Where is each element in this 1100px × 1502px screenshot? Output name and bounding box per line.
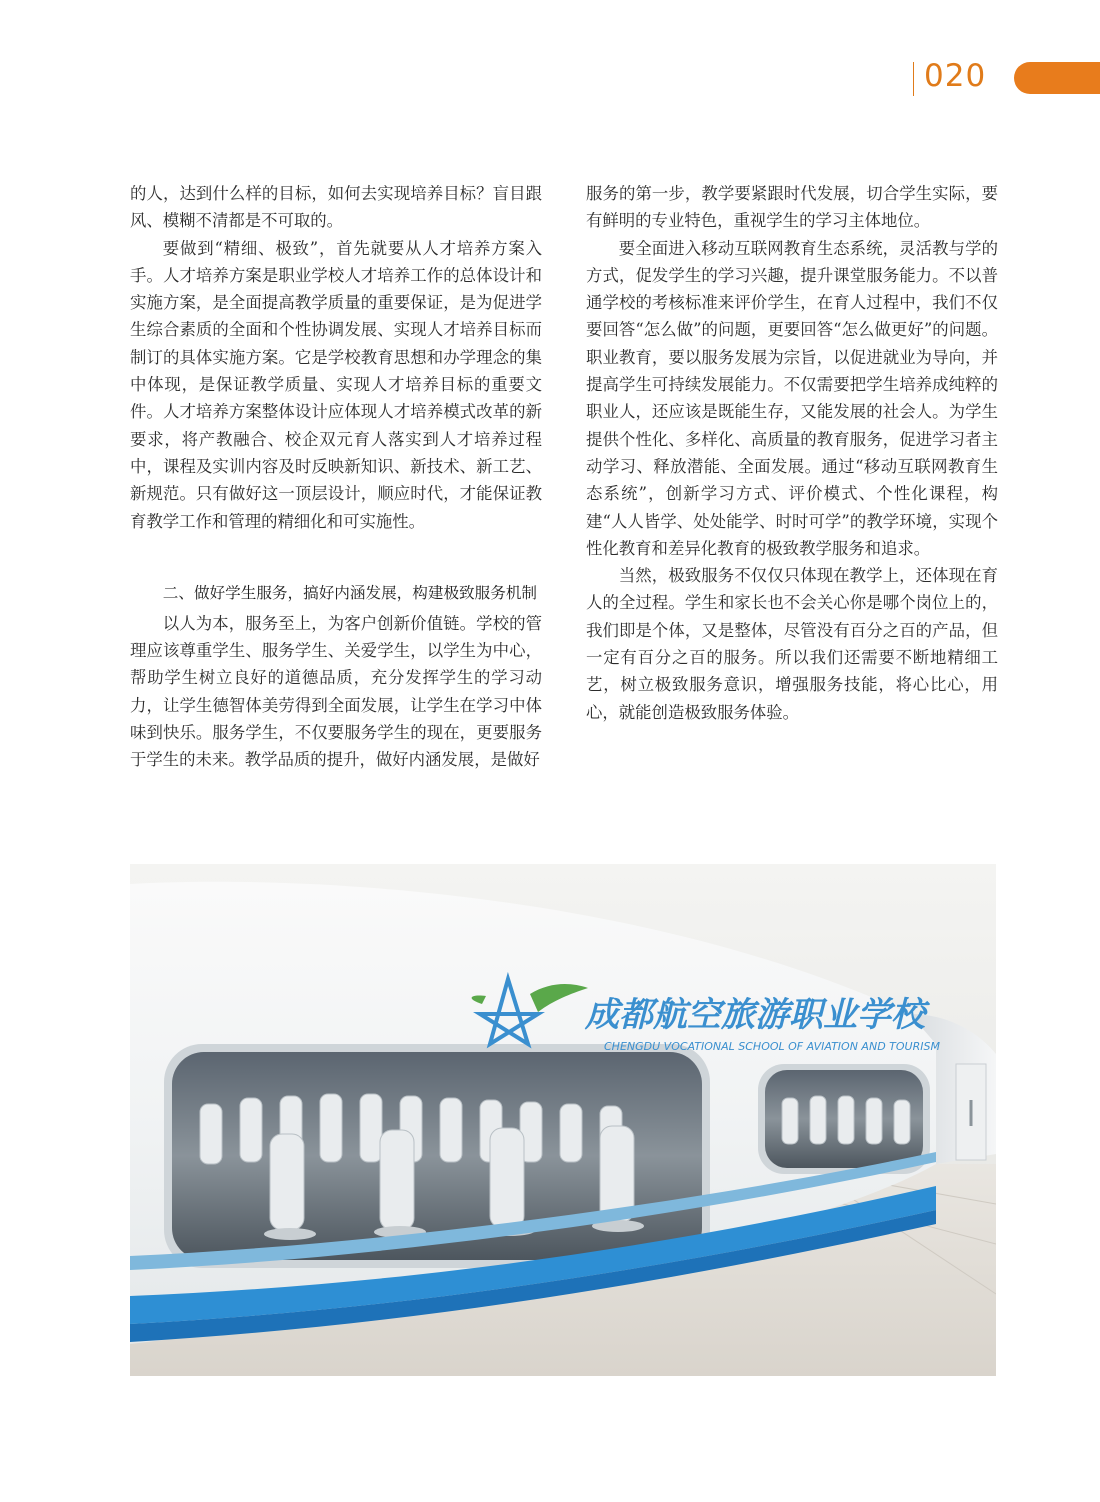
- section-heading: 二、做好学生服务，搞好内涵发展，构建极致服务机制: [162, 583, 538, 602]
- train-cabin-photo: [130, 864, 996, 1376]
- left-column: [130, 180, 542, 774]
- school-name-cn: 成都航空旅游职业学校: [585, 995, 925, 1035]
- paragraph: 以人为本，服务至上，为客户创新价值链。学校的管理应该尊重学生、服务学生、关爱学生，以学生为中心，帮助学生树立良好的道德品质，充分发挥学生的学习动力，让学生德智体美劳得到全面发展，让学生在学习中体味到快乐。服务学生，不仅要服务学生的现在，更要服务于学生的未来。教学品质的提升，做好内涵发展，是做好: [130, 613, 542, 770]
- header-accent-tab: [1014, 62, 1100, 94]
- page-number: 020: [924, 58, 987, 94]
- paragraph: 服务的第一步，教学要紧跟时代发展，切合学生实际，要有鲜明的专业特色，重视学生的学习主体地位。: [586, 184, 998, 231]
- page-number-divider: [913, 62, 914, 96]
- paragraph: 要做到“精细、极致”，首先就要从人才培养方案入手。人才培养方案是职业学校人才培养工作的总体设计和实施方案，是全面提高教学质量的重要保证，是为促进学生综合素质的全面和个性协调发展、实现人才培养目标而制订的具体实施方案。它是学校教育思想和办学理念的集中体现，是保证教学质量、实现人才培养目标的重要文件。人才培养方案整体设计应体现人才培养模式改革的新要求，将产教融合、校企双元育人落实到人才培养过程中，课程及实训内容及时反映新知识、新技术、新工艺、新规范。只有做好这一顶层设计，顺应时代，才能保证教育教学工作和管理的精细化和可实施性。: [130, 238, 542, 531]
- paragraph: 的人，达到什么样的目标，如何去实现培养目标？盲目跟风、模糊不清都是不可取的。: [130, 184, 542, 231]
- school-name-en: CHENGDU VOCATIONAL SCHOOL OF AVIATION AND TOURISM: [604, 1040, 940, 1053]
- paragraph: 当然，极致服务不仅仅只体现在教学上，还体现在育人的全过程。学生和家长也不会关心你是哪个岗位上的，我们即是个体，又是整体，尽管没有百分之百的产品，但一定有百分之百的服务。所以我们还需要不断地精细工艺，树立极致服务意识，增强服务技能，将心比心，用心，就能创造极致服务体验。: [586, 566, 998, 722]
- page-header: [0, 0, 1100, 120]
- right-column: [586, 180, 998, 726]
- paragraph: 要全面进入移动互联网教育生态系统，灵活教与学的方式，促发学生的学习兴趣，提升课堂服务能力。不以普通学校的考核标准来评价学生，在育人过程中，我们不仅要回答“怎么做”的问题，更要回答“怎么做更好”的问题。职业教育，要以服务发展为宗旨，以促进就业为导向，并提高学生可持续发展能力。不仅需要把学生培养成纯粹的职业人，还应该是既能生存，又能发展的社会人。为学生提供个性化、多样化、高质量的教育服务，促进学习者主动学习、释放潜能、全面发展。通过“移动互联网教育生态系统”，创新学习方式、评价模式、个性化课程，构建“人人皆学、处处能学、时时可学”的教学环境，实现个性化教育和差异化教育的极致教学服务和追求。: [586, 238, 998, 558]
